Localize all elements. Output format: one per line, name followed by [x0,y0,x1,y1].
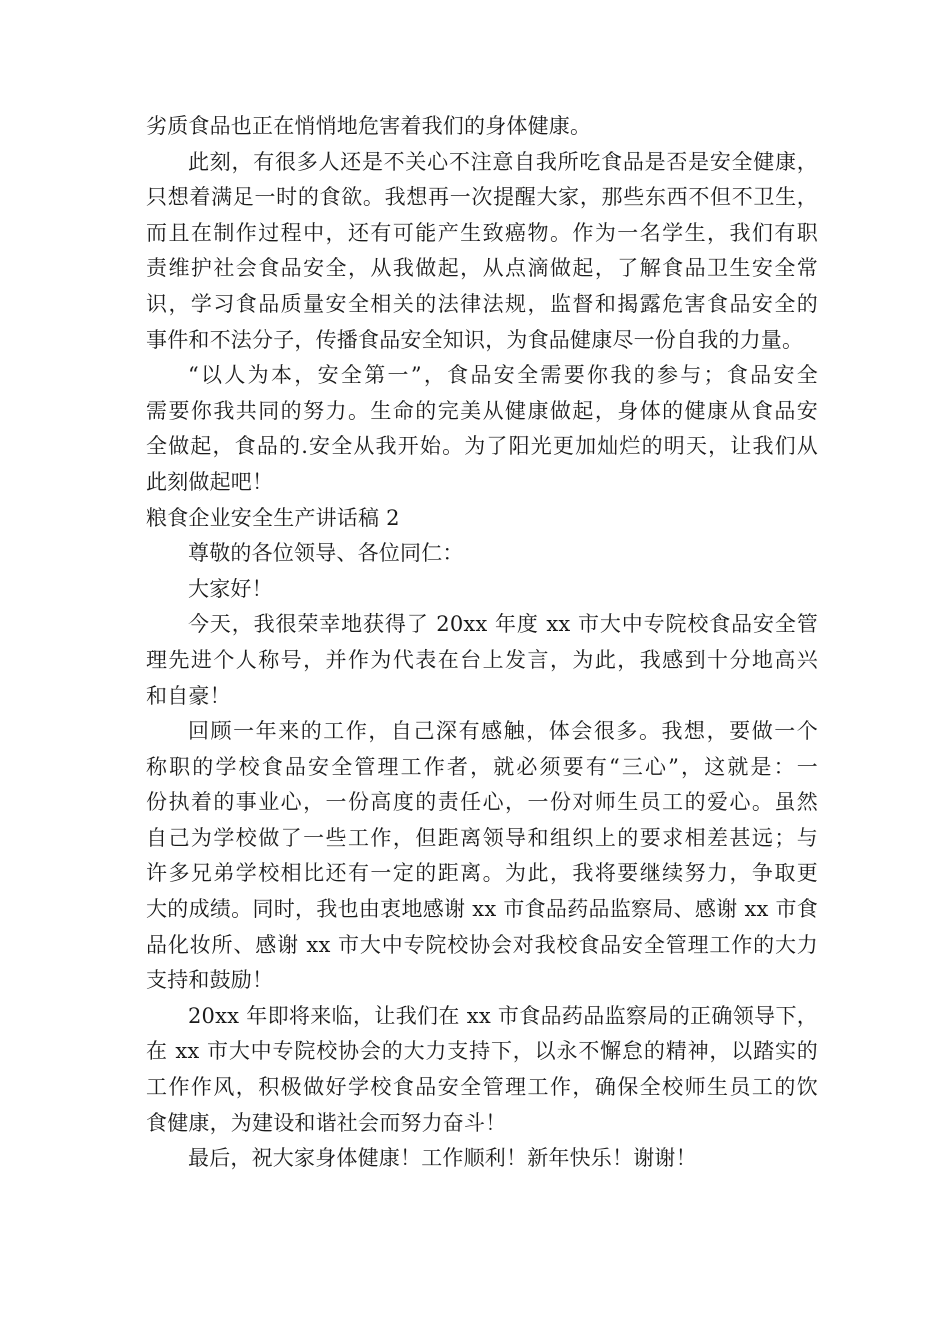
text-line: 理先进个人称号，并作为代表在台上发言，为此，我感到十分地高兴 [146,647,818,672]
text-line: 支持和鼓励！ [146,968,274,993]
text-line: 需要你我共同的努力。生命的完美从健康做起，身体的健康从食品安 [146,398,818,423]
text-line: 份执着的事业心，一份高度的责任心，一份对师生员工的爱心。虽然 [146,790,818,815]
text-line: 称职的学校食品安全管理工作者，就必须要有“三心”，这就是：一 [146,754,818,779]
salutation [146,536,818,572]
paragraph-safety-first [146,358,818,500]
text-line: 此刻，有很多人还是不关心不注意自我所吃食品是否是安全健康， [188,149,818,174]
text-line: 品化妆所、感谢 xx 市大中专院校协会对我校食品安全管理工作的大力 [146,932,818,957]
text-line: 责维护社会食品安全，从我做起，从点滴做起，了解食品卫生安全常 [146,256,818,281]
text-line: 20xx 年即将来临，让我们在 xx 市食品药品监察局的正确领导下， [188,1003,818,1028]
paragraph-continuation [146,109,818,145]
text-line: 今天，我很荣幸地获得了 20xx 年度 xx 市大中专院校食品安全管 [188,612,818,637]
text-line: 回顾一年来的工作，自己深有感触，体会很多。我想，要做一个 [188,719,818,744]
text-line: 尊敬的各位领导、各位同仁： [188,541,464,566]
text-line: 在 xx 市大中专院校协会的大力支持下，以永不懈怠的精神，以踏实的 [146,1039,818,1064]
text-line: 此刻做起吧！ [146,469,274,494]
text-line: 工作作风，积极做好学校食品安全管理工作，确保全校师生员工的饮 [146,1075,818,1100]
text-line: 只想着满足一时的食欲。我想再一次提醒大家，那些东西不但不卫生， [146,185,818,210]
text-line: 食健康，为建设和谐社会而努力奋斗！ [146,1110,507,1135]
text-line: “以人为本，安全第一”，食品安全需要你我的参与；食品安全 [188,363,818,388]
paragraph-award [146,607,818,714]
text-line: 识，学习食品质量安全相关的法律法规，监督和揭露危害食品安全的 [146,291,818,316]
text-line: 最后，祝大家身体健康！工作顺利！新年快乐！谢谢！ [188,1146,697,1171]
text-line: 劣质食品也正在悄悄地危害着我们的身体健康。 [146,114,592,138]
section-heading [146,501,818,537]
closing-remarks [146,1141,818,1177]
text-line: 而且在制作过程中，还有可能产生致癌物。作为一名学生，我们有职 [146,220,818,245]
paragraph-review [146,714,818,999]
text-line: 全做起，食品的.安全从我开始。为了阳光更加灿烂的明天，让我们从 [146,434,818,459]
text-line: 许多兄弟学校相比还有一定的距离。为此，我将要继续努力，争取更 [146,861,818,886]
text-line: 事件和不法分子，传播食品安全知识，为食品健康尽一份自我的力量。 [146,327,804,352]
paragraph-outlook [146,999,818,1141]
text-line: 自己为学校做了一些工作，但距离领导和组织上的要求相差甚远；与 [146,825,818,850]
text-line: 大家好！ [188,576,273,601]
document-body [146,109,818,1177]
heading-text: 粮食企业安全生产讲话稿 2 [146,505,400,530]
paragraph-food-safety-awareness [146,145,818,359]
text-line: 大的成绩。同时，我也由衷地感谢 xx 市食品药品监察局、感谢 xx 市食 [146,897,818,922]
text-line: 和自豪！ [146,683,231,708]
greeting [146,572,818,608]
